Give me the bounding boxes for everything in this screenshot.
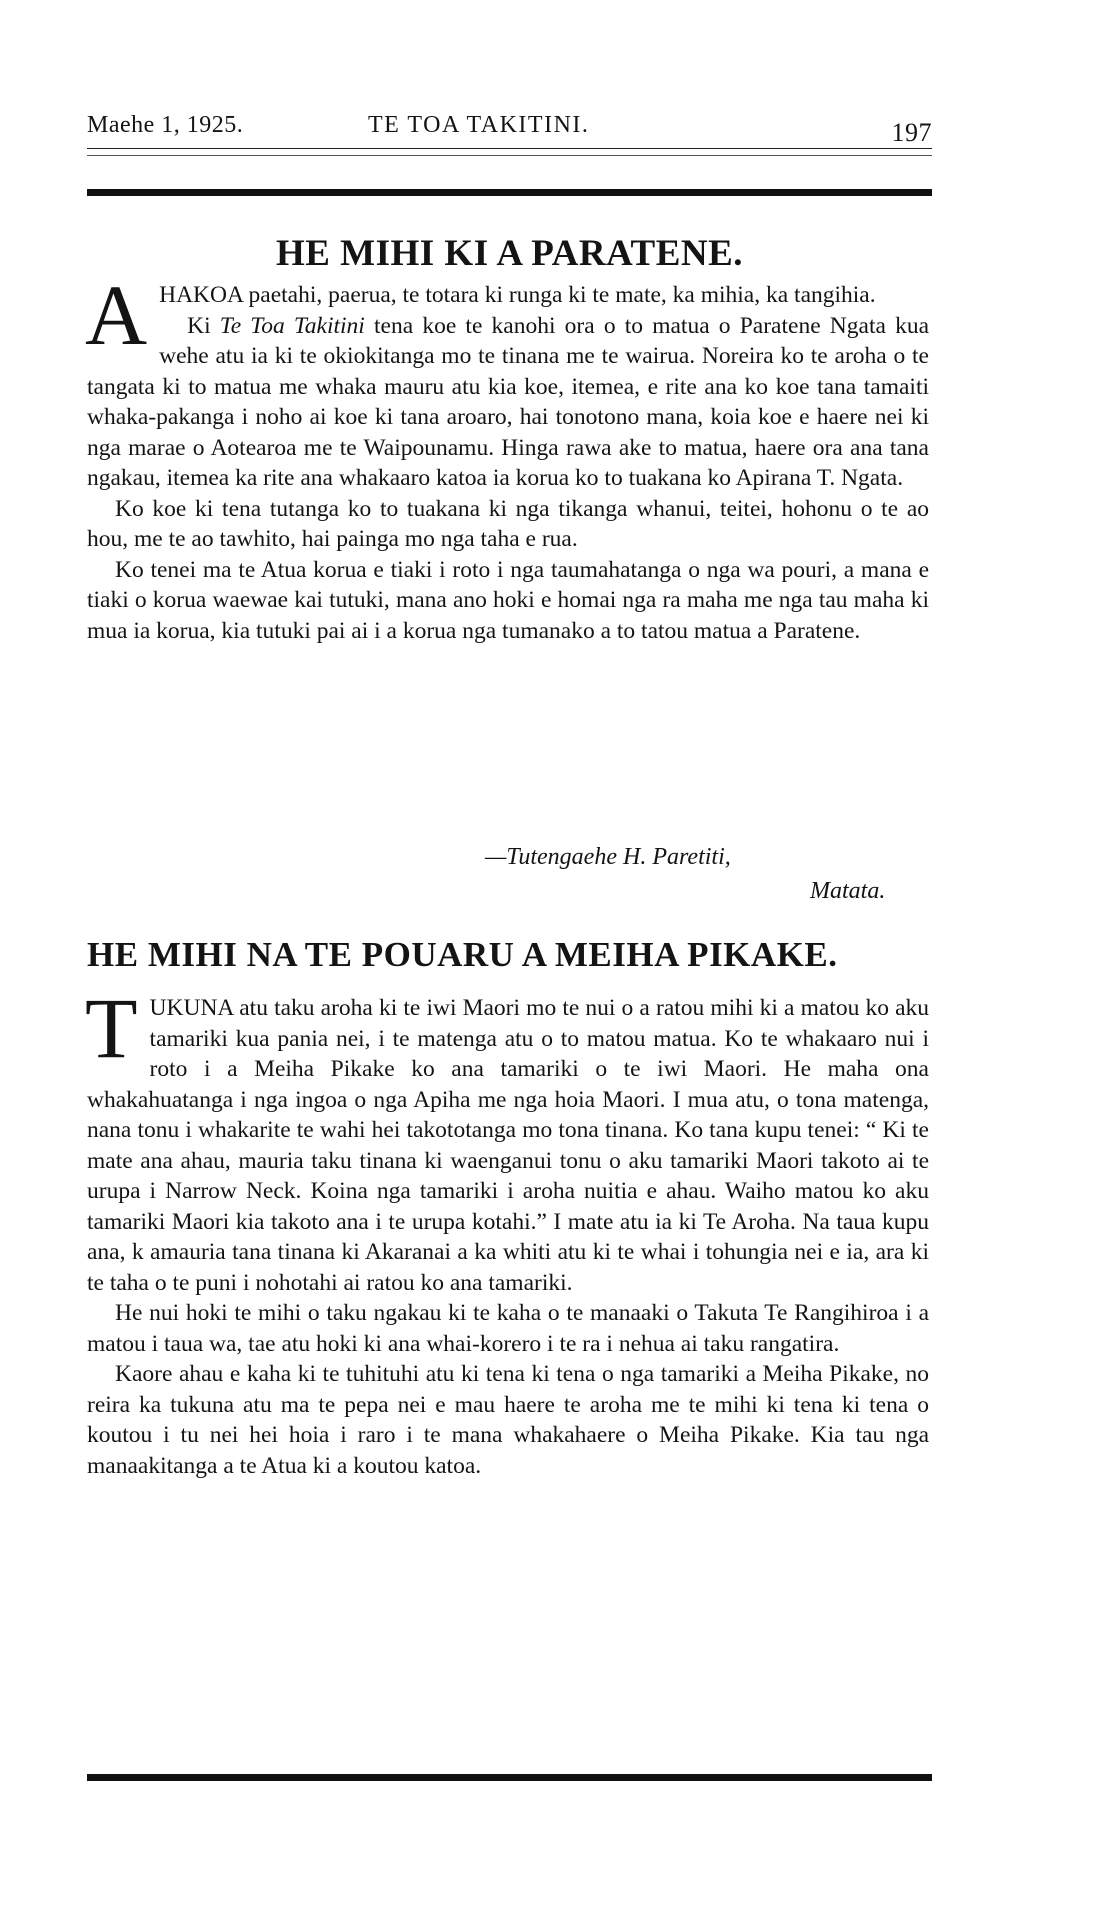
page-number: 197	[891, 118, 932, 147]
drop-cap: T	[85, 980, 138, 1076]
article-paragraph: Ko tenei ma te Atua korua e tiaki i roto i nga taumahatanga o nga wa pouri, a mana e tiaki o korua waewae kai tutuki, mana ano hoki e homai nga ra maha me nga tau maha ki mua ia korua, kia tutuki pai ai i a korua nga tumanako a to tatou matua a Paratene.	[87, 556, 929, 644]
publication-title: TE TOA TAKITINI.	[368, 112, 590, 138]
article-paragraph: Kaore ahau e kaha ki te tuhituhi atu ki tena ki tena o nga tamariki a Meiha Pikake, no reira ka tukuna atu ma te pepa nei e mau haere te aroha me te mihi ki tena ki tena o koutou i tu nei hei hoia i raro i te mana whakahaere o Meiha Pikake. Kia tau nga manaakitanga a te Atua ki a koutou katoa.	[87, 1361, 929, 1479]
article-paragraph: He nui hoki te mihi o taku ngakau ki te kaha o te manaaki o Takuta Te Rangihiroa i a matou i taua wa, tae atu hoki ki ana whai-korero i te ra i nehua ai taku rangatira.	[87, 1300, 929, 1357]
article-title: HE MIHI KI A PARATENE.	[275, 233, 744, 274]
header-rule-secondary	[87, 155, 932, 156]
header-rule	[87, 148, 932, 149]
signature-place: Matata.	[810, 878, 886, 904]
article-body	[85, 267, 929, 646]
article-paragraph: Ko koe ki tena tutanga ko to tuakana ki nga tikanga whanui, teitei, hohonu o te ao hou, me te ao tawhito, hai painga mo nga taha e rua.	[87, 495, 929, 552]
publication-name: Te Toa Takitini	[219, 312, 365, 339]
page-header	[87, 108, 932, 148]
article-paragraph: TUKUNA atu taku aroha ki te iwi Maori mo te nui o a ratou mihi ki a matou ko aku tamariki kua pania nei, i te matenga atu o to matou matua. Ko te whakaaro nui i roto i a Meiha Pikake ko ana tamariki o te iwi Maori. He maha ona whakahuatanga i nga ingoa o nga Apiha me nga hoia Maori. I mua atu, o tona matenga, nana tonu i whakarite te wahi hei takototanga mo tona tinana. Ko tana kupu tenei: “ Ki te mate ana ahau, mauria taku tinana ki waenganui tonu o aku tamariki Maori takoto ai te urupa i Narrow Neck. Koina nga tamariki i aroha nuitia e ahau. Waiho matou ko aku tamariki Maori kia takoto ana i te urupa kotahi.” I mate atu ia ki Te Aroha. Na taua kupu ana, k amauria tana tinana ki Akaranai a ka whiti atu ki te whai i tohungia nei e ia, ara ki te taha o te puni i nohotahi ai ratou ko ana tamariki.	[85, 980, 929, 1296]
article-body	[85, 980, 929, 1481]
article-title: HE MIHI NA TE POUARU A MEIHA PIKAKE.	[87, 935, 838, 974]
article-paragraph: Ki Te Toa Takitini tena koe te kanohi ora o to matua o Paratene Ngata kua wehe atu ia ki te okiokitanga mo te tinana me te wairua. Noreira ko te aroha o te tangata ki to matua me whaka mauru atu kia koe, itemea, e rite ana ko koe tana tamaiti whaka-pakanga i noho ai koe ki tana aroaro, hai tonotono mana, koia koe e haere nei ki nga marae o Aotearoa me te Waipounamu. Hinga rawa ake to matua, haere ora ana tana ngakau, itemea ka rite ana whakaaro katoa ia korua ko to tuakana ko Apirana T. Ngata.	[87, 312, 929, 491]
signature: —Tutengaehe H. Paretiti,	[485, 844, 731, 870]
section-divider-bottom	[87, 1774, 932, 1781]
section-divider-top	[87, 189, 932, 196]
lead-text: HAKOA paetahi, paerua, te totara ki runga ki te mate, ka mihia, ka tangihia.	[159, 282, 876, 308]
issue-date: Maehe 1, 1925.	[87, 112, 244, 138]
drop-cap: A	[85, 267, 148, 363]
